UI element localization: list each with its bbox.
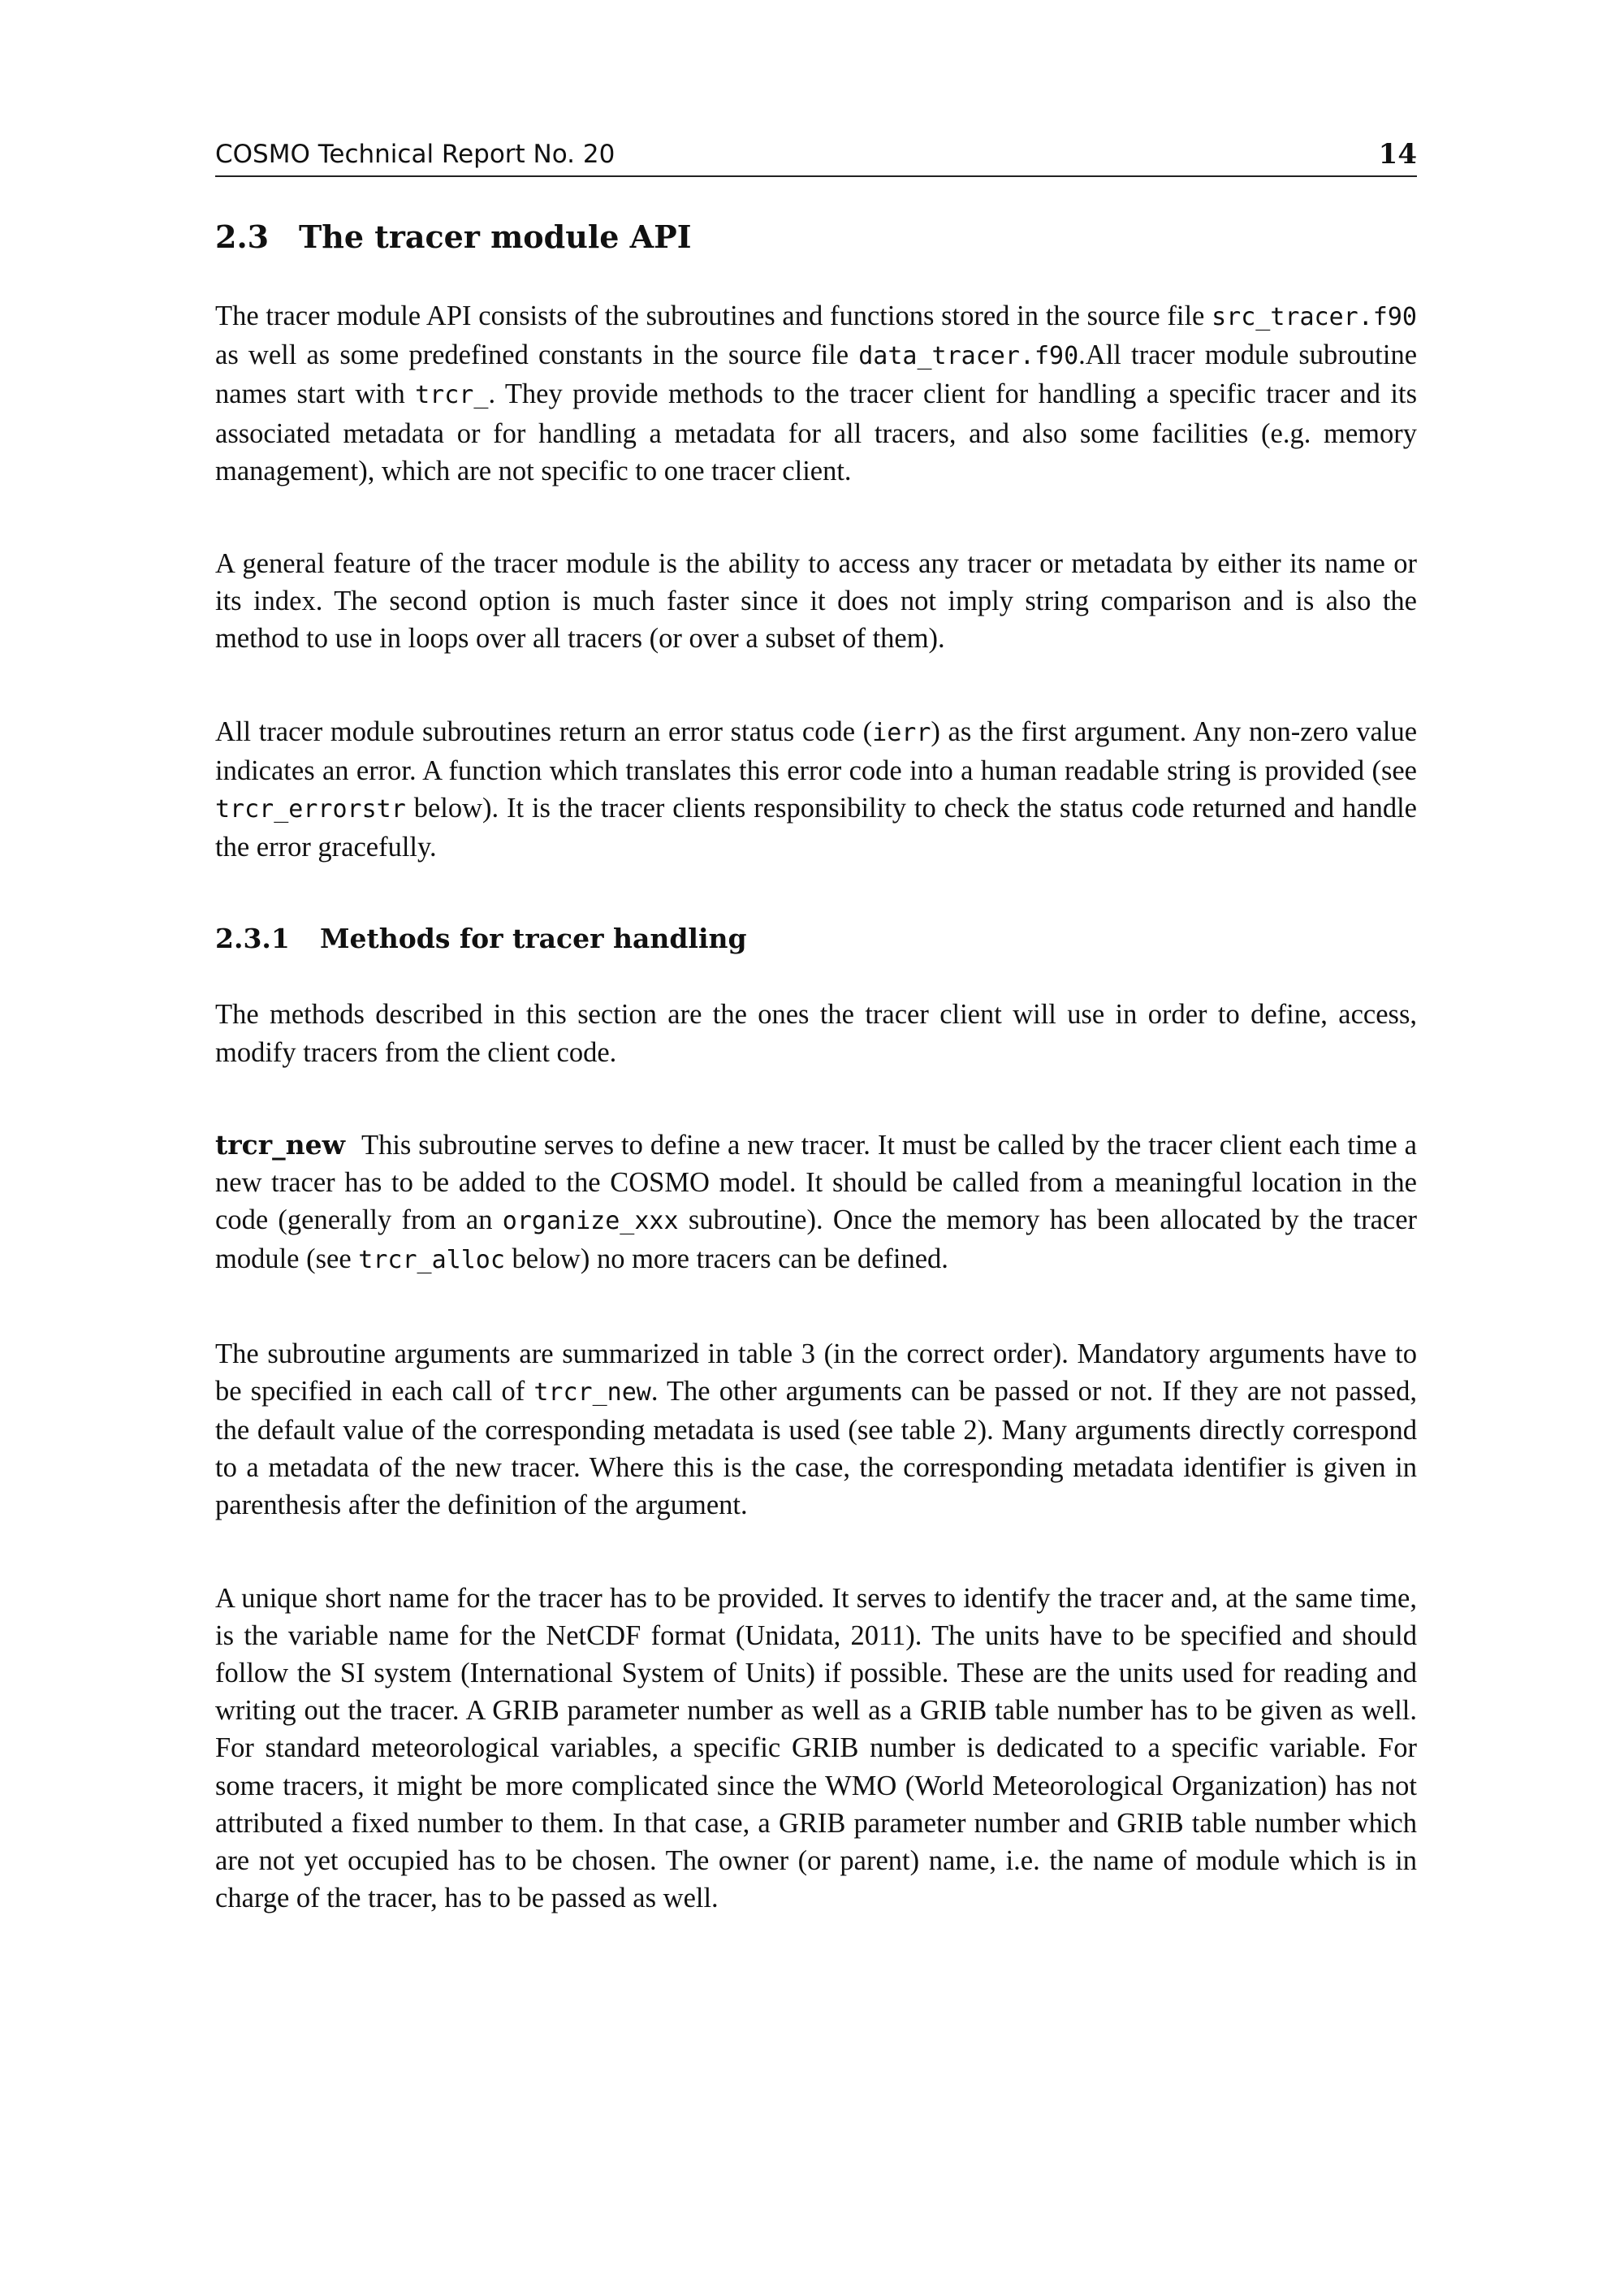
paragraph-error-status xyxy=(215,713,1417,867)
code-trcr-alloc: trcr_alloc xyxy=(358,1246,505,1275)
subsection-heading xyxy=(215,921,1417,957)
code-trcr-errorstr: trcr_errorstr xyxy=(215,795,406,824)
text-run: as well as some predefined constants in the source file xyxy=(215,339,859,371)
text-run: ) as the first argument. Any non-zero value indicates an error. A function which translates this error code into a human readable string is provided (see xyxy=(215,716,1418,786)
paragraph-methods-intro: The methods described in this section are the ones the tracer client will use in order to define, access, modify tracers from the client code. xyxy=(215,999,1417,1068)
page-number: 14 xyxy=(1378,138,1417,171)
code-src-tracer: src_tracer.f90 xyxy=(1212,303,1417,331)
code-trcr-prefix: trcr_ xyxy=(415,381,489,410)
paragraph-arguments xyxy=(215,1335,1417,1524)
report-title: COSMO Technical Report No. 20 xyxy=(215,140,615,169)
text-run: .All tracer module subroutine names start with xyxy=(215,339,1418,410)
section-number: 2.3 xyxy=(215,218,270,255)
paragraph-short-name: A unique short name for the tracer has to be provided. It serves to identify the tracer and, at the same time, is the variable name for the NetCDF format (Unidata, 2011). The units have to be specified and should follow the SI system (International System of Units) if possible. These are the units used for reading and writing out the tracer. A GRIB parameter number as well as a GRIB table number has to be given as well. For standard meteorological variables, a specific GRIB number is dedicated to a specific variable. For some tracers, it might be more complicated since the WMO (World Meteorological Organization) has not attributed a fixed number to them. In that case, a GRIB parameter number and GRIB table number which are not yet occupied has to be chosen. The owner (or parent) name, i.e. the name of module which is in charge of the tracer, has to be passed as well. xyxy=(215,1582,1417,1914)
running-header xyxy=(215,138,1417,177)
code-organize-xxx: organize_xxx xyxy=(502,1207,679,1236)
paragraph-trcr-new xyxy=(215,1126,1417,1280)
text-run: below). It is the tracer clients responsibility to check the status code returned and handle the error gracefully. xyxy=(215,793,1417,863)
text-run: All tracer module subroutines return an error status code ( xyxy=(215,716,873,747)
code-ierr: ierr xyxy=(872,718,931,747)
text-run: below) no more tracers can be defined. xyxy=(504,1243,948,1275)
text-run: The subroutine arguments are summarized in table 3 (in the correct order). Mandatory arguments have to be specified in each call of xyxy=(215,1338,1417,1407)
text-run: . The other arguments can be passed or not. If they are not passed, the default value of the corresponding metadata is used (see table 2). Many arguments directly correspond to a metadata of the new tracer. Where this is the case, the corresponding metadata identifier is given in parenthesis after the definition of the argument. xyxy=(215,1375,1417,1521)
text-run: This subroutine serves to define a new tracer. It must be called by the tracer client each time a new tracer has to be added to the COSMO model. It should be called from a meaningful location in the code (generally from an xyxy=(215,1129,1417,1236)
trcr-new-run-in-heading: trcr_new xyxy=(215,1128,346,1161)
subsection-title: Methods for tracer handling xyxy=(320,923,747,955)
text-run: The tracer module API consists of the subroutines and functions stored in the source file xyxy=(215,301,1212,331)
text-run: . They provide methods to the tracer client for handling a specific tracer and its associated metadata or for handling a metadata for all tracers, and also some facilities (e.g. memory management), which are not specific to one tracer client. xyxy=(215,378,1417,486)
paragraph-api-intro xyxy=(215,297,1417,490)
section-heading xyxy=(215,218,1417,257)
paragraph-access: A general feature of the tracer module is the ability to access any tracer or metadata by either its name or its index. The second option is much faster since it does not imply string comparison and is also the method to use in loops over all tracers (or over a subset of them). xyxy=(215,548,1417,655)
subsection-number: 2.3.1 xyxy=(215,923,290,955)
document-page xyxy=(215,138,1417,1973)
section-title: The tracer module API xyxy=(299,218,692,255)
code-data-tracer: data_tracer.f90 xyxy=(858,342,1079,371)
code-trcr-new: trcr_new xyxy=(533,1377,651,1407)
text-run: subroutine). Once the memory has been allocated by the tracer module (see xyxy=(215,1204,1417,1275)
